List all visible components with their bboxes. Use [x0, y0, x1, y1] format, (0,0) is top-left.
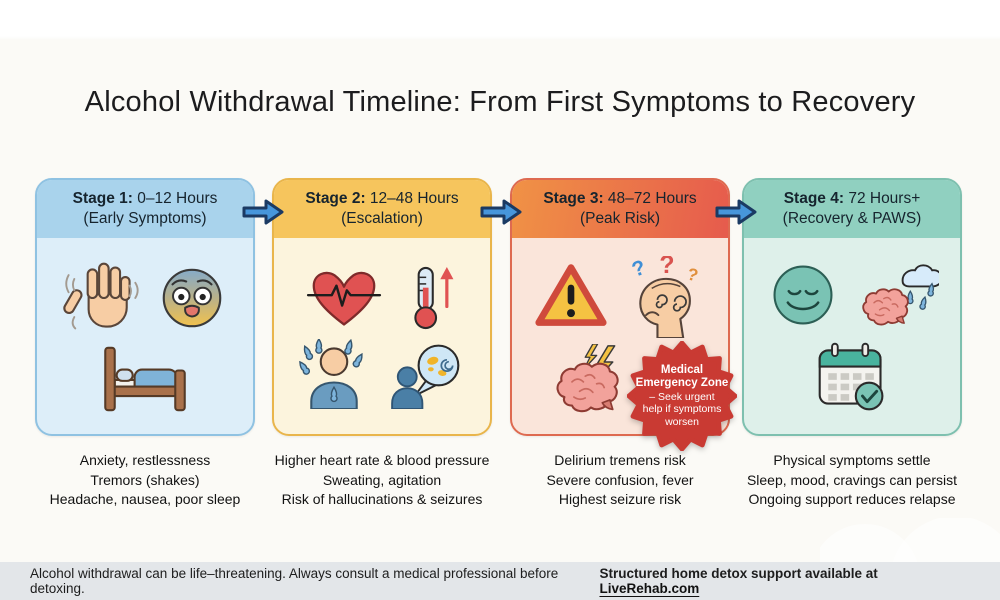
sweating-person-icon [294, 339, 374, 409]
symptom-line: Anxiety, restlessness [79, 452, 211, 468]
footer-decoration [820, 518, 1000, 562]
stage-1-label: Stage 1: [72, 190, 133, 207]
symptom-line: Sweating, agitation [322, 471, 442, 488]
question-mark-glyph: ? [629, 256, 649, 282]
stage-2-header [274, 180, 490, 238]
heart-ecg-icon [304, 264, 384, 332]
symptom-line: Sleep, mood, cravings can persist [746, 471, 958, 488]
trembling-hand-icon [61, 258, 141, 338]
footer [0, 562, 1000, 600]
stage-1-header [37, 180, 253, 238]
page-title: Alcohol Withdrawal Timeline: From First Symptoms to Recovery [84, 86, 916, 118]
symptom-line: Headache, nausea, poor sleep [49, 491, 241, 507]
stage-2-icons [274, 238, 490, 434]
stage-2-symptoms [260, 451, 504, 510]
medical-emergency-badge [627, 341, 737, 451]
stage-card-2 [272, 178, 492, 436]
symptom-line: Highest seizure risk [558, 491, 682, 507]
question-mark-glyph: ? [685, 263, 701, 286]
stage-3-subtitle: (Peak Risk) [579, 210, 661, 227]
arrow-right-icon [714, 197, 758, 227]
stage-1-symptoms [23, 451, 267, 510]
stage-3-hours: 48–72 Hours [603, 190, 697, 207]
stage-card-4 [742, 178, 962, 436]
confused-head-icon [625, 256, 709, 338]
brain-raincloud-icon [855, 257, 939, 333]
brain-seizure-icon [549, 344, 631, 416]
promo-text [599, 566, 970, 596]
badge-title-line: Medical [660, 363, 704, 376]
stage-3-header [512, 180, 728, 238]
stage-2-title [305, 189, 458, 209]
stage-1-subtitle: (Early Symptoms) [83, 210, 207, 227]
stage-4-header [744, 180, 960, 238]
stage-1-hours: 0–12 Hours [132, 190, 218, 207]
stage-3-label: Stage 3: [543, 190, 604, 207]
promo-prefix: Structured home detox support available at [599, 566, 878, 581]
symptom-line: Physical symptoms settle [773, 452, 931, 468]
stage-4-title [784, 189, 921, 209]
stage-card-1 [35, 178, 255, 436]
question-mark-glyph: ? [659, 256, 675, 280]
stage-2-label: Stage 2: [305, 190, 366, 207]
arrow-right-icon [479, 197, 523, 227]
symptom-line: Ongoing support reduces relapse [748, 491, 956, 507]
arrow-right-icon [241, 197, 285, 227]
badge-title-line: Emergency Zone [635, 377, 729, 390]
liverehab-link[interactable]: LiveRehab.com [599, 581, 700, 596]
stage-4-symptoms [730, 451, 974, 510]
anxious-face-icon [155, 261, 229, 335]
stage-4-subtitle: (Recovery & PAWS) [782, 210, 922, 227]
stage-4-icons [744, 238, 960, 434]
symptom-line: Risk of hallucinations & seizures [281, 491, 483, 507]
stage-4-hours: 72 Hours+ [844, 190, 921, 207]
stage-1-title [73, 189, 218, 209]
badge-body-line: worsen [665, 415, 699, 428]
thermometer-rising-icon [398, 263, 460, 333]
warning-triangle-icon [531, 260, 611, 334]
symptom-line: Tremors (shakes) [90, 471, 200, 488]
stage-1-icons [37, 238, 253, 434]
calm-face-icon [765, 258, 841, 332]
disclaimer-text: Alcohol withdrawal can be life–threatening. Always consult a medical professional before detoxing. [30, 566, 559, 596]
stage-3-title [543, 189, 696, 209]
stage-4-label: Stage 4: [783, 190, 845, 207]
badge-text [627, 341, 737, 451]
symptom-line: Severe confusion, fever [546, 471, 694, 488]
calendar-check-icon [808, 339, 896, 415]
stage-2-hours: 12–48 Hours [365, 190, 459, 207]
stage-3-symptoms [498, 451, 742, 510]
badge-body-line: – Seek urgent [649, 390, 715, 403]
stage-2-subtitle: (Escalation) [341, 210, 423, 227]
bed-icon [99, 344, 191, 414]
symptom-line: Higher heart rate & blood pressure [274, 452, 490, 468]
badge-body-line: help if symptoms [642, 403, 722, 416]
hallucination-bubble-icon [388, 339, 470, 409]
symptom-line: Delirium tremens risk [554, 452, 686, 468]
